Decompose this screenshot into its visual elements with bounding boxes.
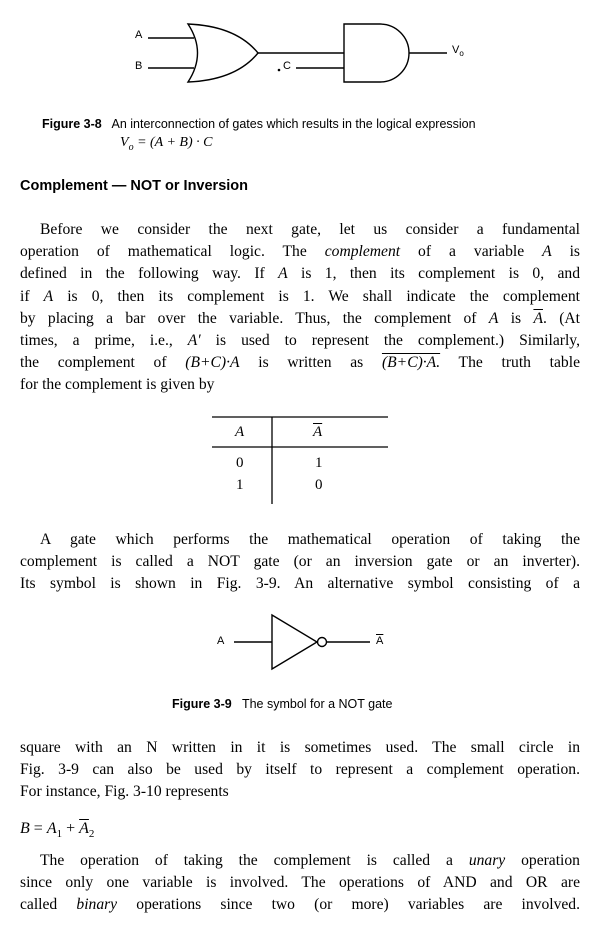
- p1-l6-a: times, a prime, i.e.,: [20, 332, 188, 350]
- p2-line-3: Its symbol is shown in Fig. 3-9. An alternative symbol consisting of a: [20, 575, 580, 593]
- table-row-1-abar: 1: [315, 455, 323, 471]
- p1-l2-d: A: [542, 243, 552, 261]
- p1-line-5: [20, 308, 580, 330]
- figure-3-9-caption-text: The symbol for a NOT gate: [241, 697, 393, 711]
- p2-line-2: complement is called a NOT gate (or an inversion gate or an inverter).: [20, 553, 580, 571]
- p1-l6-c: is used to represent the complement.) Similarly,: [200, 332, 580, 350]
- p1-line-8: for the complement is given by: [20, 376, 215, 394]
- p1-l2-c: of a variable: [400, 243, 543, 261]
- p1-l2-e: is: [551, 243, 580, 261]
- p1-l4-a: if: [20, 287, 44, 305]
- p1-l4-c: is 0, then its complement is 1. We shall indicate the complement: [53, 287, 580, 305]
- p4-line-1: [20, 850, 580, 872]
- figure-3-8-expression: [120, 135, 212, 153]
- expr-rest: = (A + B) · C: [133, 135, 213, 150]
- p1-l6-b: A′: [187, 332, 201, 350]
- p4-l1-c: operation: [505, 852, 580, 869]
- p3-line-1: square with an N written in it is sometimes used. The small circle in: [20, 739, 580, 756]
- figure-3-8-caption-text: An interconnection of gates which results in the logical expression: [111, 117, 476, 131]
- p1-line-3: [20, 263, 580, 285]
- expr-vo-sub: o: [128, 141, 134, 153]
- figure-3-9-caption-label: Figure 3-9: [172, 697, 232, 711]
- formula-t2: $\overline{A}$: [79, 820, 89, 837]
- formula-t1: A: [46, 820, 57, 837]
- p1-line-1: Before we consider the next gate, let us consider a fundamental: [40, 221, 580, 238]
- p3-line-2: Fig. 3-9 can also be used by itself to represent a complement operation.: [20, 761, 580, 779]
- p1-l2-b: complement: [324, 243, 401, 261]
- label-c: C: [283, 60, 291, 72]
- formula-t2-sub: 2: [88, 828, 95, 841]
- p4-l1-a: The operation of taking the complement is called a: [40, 852, 469, 869]
- p1-l5-e: . (At: [542, 309, 580, 327]
- formula-plus: +: [62, 820, 80, 837]
- not-gate-triangle: [272, 615, 317, 669]
- p1-l5-d: $\overline{A}$: [533, 309, 543, 327]
- p2-line-1: A gate which performs the mathematical operation of taking the: [40, 531, 580, 548]
- p1-l5-b: A: [488, 309, 499, 327]
- p1-line-4: [20, 286, 580, 308]
- formula-t1-sub: 1: [56, 828, 63, 841]
- paragraph-2: [20, 529, 580, 596]
- complement-formula: [20, 820, 94, 840]
- junction-dot: [278, 69, 281, 72]
- p1-l7-c: is written as: [239, 354, 382, 372]
- paragraph-3: [20, 737, 580, 804]
- p1-l7-e: The truth table: [440, 354, 580, 372]
- figure-3-8-caption: [42, 117, 476, 131]
- p1-l5-a: by placing a bar over the variable. Thus, the complement of: [20, 309, 489, 327]
- p1-l3-c: is 1, then its complement is 0, and: [287, 265, 581, 283]
- paragraph-4: [20, 850, 580, 917]
- table-row-2-abar: 0: [315, 477, 323, 493]
- label-vo-main: V: [452, 44, 460, 56]
- paragraph-1: [20, 219, 580, 397]
- p1-l5-c: is: [498, 309, 534, 327]
- table-row-2-a: 1: [236, 477, 244, 493]
- label-vo-sub: o: [459, 49, 464, 59]
- label-b: B: [135, 60, 143, 72]
- p4-line-3: [20, 894, 580, 916]
- expr-vo: V: [120, 135, 129, 150]
- label-a: A: [135, 29, 143, 41]
- figure-3-9-caption: [172, 697, 392, 711]
- p4-l3-c: operations since two (or more) variables are involved.: [117, 896, 580, 914]
- and-gate-symbol: [344, 24, 409, 82]
- p1-line-6: [20, 330, 580, 352]
- p4-line-2: since only one variable is involved. The operations of AND and OR are: [20, 874, 580, 892]
- formula-eq: =: [29, 820, 47, 837]
- p1-l3-b: A: [278, 265, 288, 283]
- p4-l1-b: unary: [468, 852, 506, 869]
- p4-l3-a: called: [20, 896, 77, 914]
- p1-l3-a: defined in the following way. If: [20, 265, 279, 283]
- label-vo: [452, 44, 464, 58]
- table-header-abar: $\overline{A}$: [313, 424, 323, 440]
- p1-l7-d: (B+C)·A.: [381, 354, 441, 372]
- p1-line-2: [20, 241, 580, 263]
- p1-line-7: [20, 352, 580, 374]
- p1-l4-b: A: [43, 287, 54, 305]
- p3-line-3: For instance, Fig. 3-10 represents: [20, 783, 229, 801]
- not-label-out: $\overline{A}$: [376, 635, 384, 647]
- figure-3-8-caption-label: Figure 3-8: [42, 117, 102, 131]
- table-row-1-a: 0: [236, 455, 244, 471]
- not-label-in: A: [217, 635, 225, 647]
- p1-l2-a: operation of mathematical logic. The: [20, 243, 325, 261]
- p1-l7-b: (B+C)·A: [185, 354, 240, 372]
- table-header-a: A: [235, 424, 245, 440]
- p4-l3-b: binary: [76, 896, 118, 914]
- not-gate-bubble: [318, 638, 327, 647]
- or-gate-symbol: [188, 24, 258, 82]
- formula-lhs: B: [20, 820, 30, 837]
- p1-l7-a: the complement of: [20, 354, 186, 372]
- section-heading: Complement — NOT or Inversion: [20, 178, 248, 194]
